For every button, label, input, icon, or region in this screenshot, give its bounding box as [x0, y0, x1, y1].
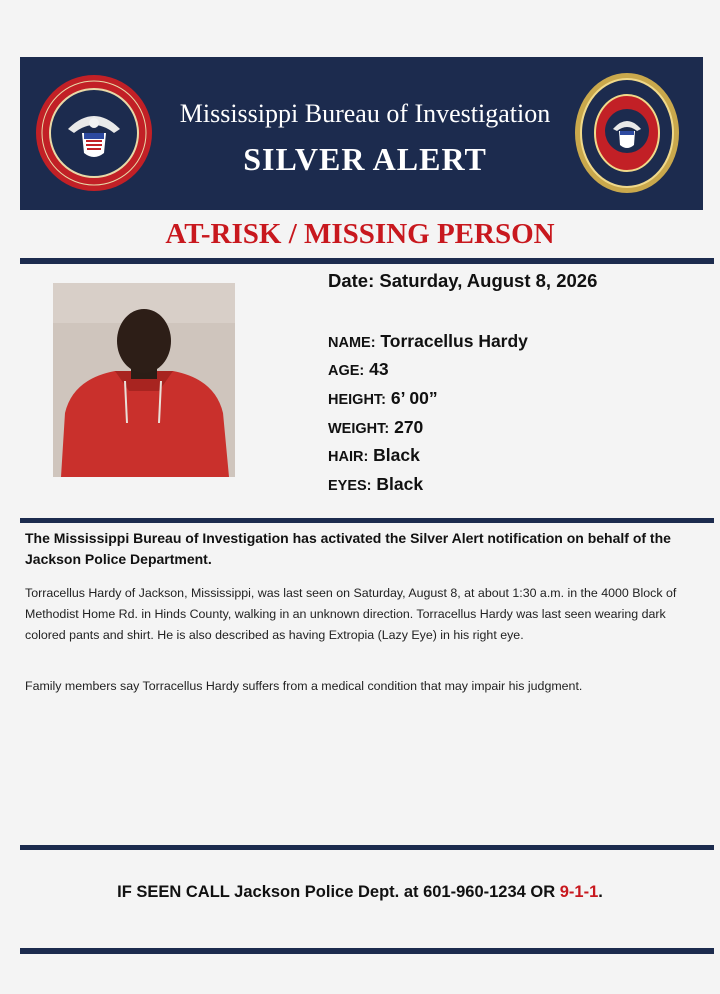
eyes-row [328, 474, 423, 495]
weight-value: 270 [394, 417, 424, 437]
hair-label: HAIR: [328, 449, 369, 465]
description-paragraph: Torracellus Hardy of Jackson, Mississippi, was last seen on Saturday, August 8, at about 1:30 a.m. in the 4000 Block of Methodist Home Rd. in Hinds County, walking in an unknown direction. Torracellus Hardy was last seen wearing dark colored pants and shirt. He is also described as having Extropia (Lazy Eye) in his right eye. [25, 586, 677, 642]
contact-line [0, 883, 720, 902]
name-value: Torracellus Hardy [380, 331, 528, 351]
weight-row [328, 417, 423, 438]
missing-person-title: AT-RISK / MISSING PERSON [165, 218, 555, 250]
divider-top [20, 258, 714, 264]
height-label: HEIGHT: [328, 392, 386, 408]
height-value: 6’ 00” [390, 388, 438, 408]
call-period: . [598, 883, 603, 901]
activation-statement: The Mississippi Bureau of Investigation has activated the Silver Alert notification on behalf of the Jackson Police Department. [25, 530, 671, 567]
alert-type-title: SILVER ALERT [243, 141, 487, 177]
hair-row [328, 445, 420, 466]
weight-label: WEIGHT: [328, 421, 390, 437]
call-text: IF SEEN CALL Jackson Police Dept. at 601-960-1234 OR [117, 883, 560, 901]
age-label: AGE: [328, 363, 365, 379]
divider-middle [20, 518, 714, 523]
name-row [328, 331, 528, 352]
divider-lower [20, 845, 714, 850]
eyes-label: EYES: [328, 478, 372, 494]
person-silhouette-icon [53, 283, 235, 477]
eyes-value: Black [376, 474, 424, 494]
age-value: 43 [369, 359, 389, 379]
divider-bottom [20, 948, 714, 954]
alert-date: Date: Saturday, August 8, 2026 [328, 270, 598, 291]
name-label: NAME: [328, 335, 376, 351]
emergency-number: 9-1-1 [559, 883, 599, 901]
missing-person-photo [53, 283, 235, 477]
dps-seal-icon [34, 73, 154, 193]
mbi-agent-badge-icon [573, 71, 681, 195]
agency-title: Mississippi Bureau of Investigation [179, 99, 551, 128]
hair-value: Black [373, 445, 420, 465]
age-row [328, 359, 389, 380]
height-row [328, 388, 438, 409]
header-banner [20, 57, 703, 210]
family-note: Family members say Torracellus Hardy suffers from a medical condition that may impair his judgment. [25, 679, 583, 693]
